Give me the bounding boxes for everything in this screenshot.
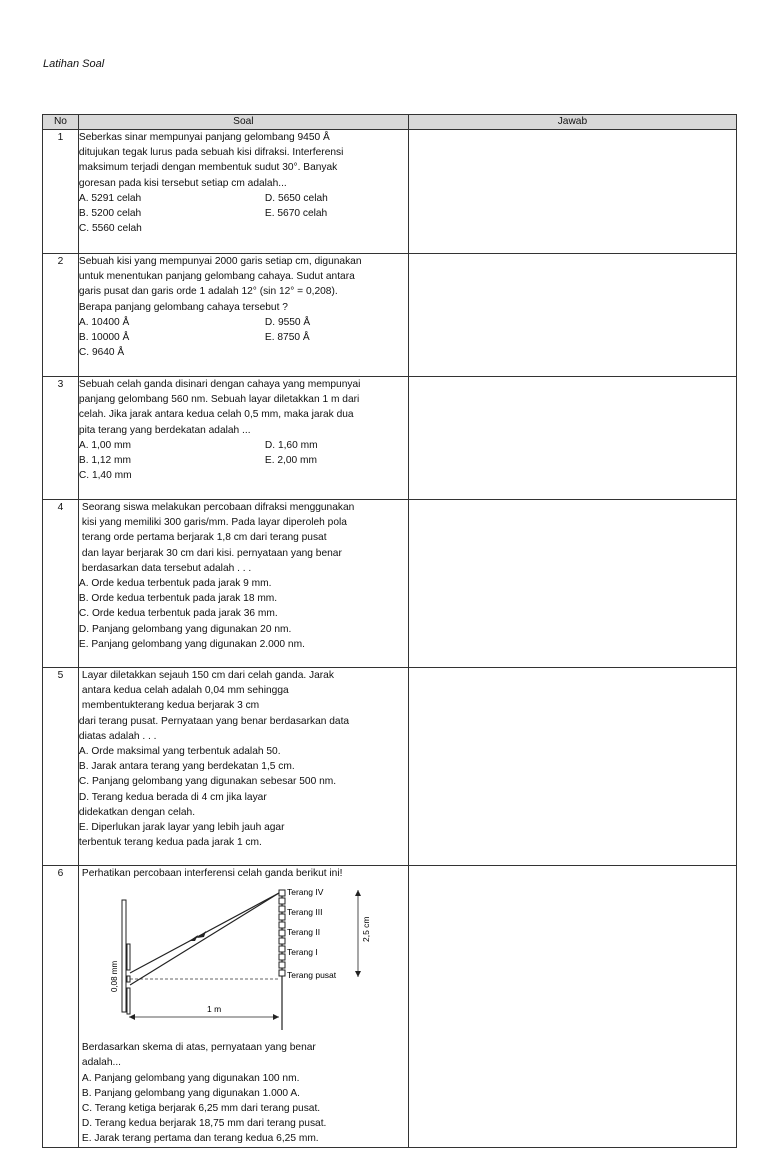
double-slit-diagram	[79, 882, 379, 1034]
option: didekatkan dengan celah.	[78, 806, 196, 818]
question-text: membentukterang kedua berjarak 3 cm	[81, 700, 260, 712]
question-text: Berdasarkan skema di atas, pernyataan yang benar	[81, 1042, 316, 1054]
option: terbentuk terang kedua pada jarak 1 cm.	[78, 837, 262, 849]
option: B. Orde kedua terbentuk pada jarak 18 mm.	[78, 593, 278, 605]
question-text: berdasarkan data tersebut adalah . . .	[81, 562, 252, 574]
option: B. Jarak antara terang yang berdekatan 1,5 cm.	[78, 761, 295, 773]
option: E. 8750 Å	[264, 332, 310, 344]
table-row	[43, 866, 737, 1148]
question-text: pita terang yang berdekatan adalah ...	[78, 424, 251, 436]
header-no: No	[43, 115, 79, 130]
question-text: kisi yang memiliki 300 garis/mm. Pada layar diperoleh pola	[81, 517, 347, 529]
question-text: Seorang siswa melakukan percobaan difraksi menggunakan	[81, 502, 355, 513]
option: C. Terang ketiga berjarak 6,25 mm dari terang pusat.	[81, 1103, 321, 1115]
header-soal: Soal	[78, 115, 408, 130]
answer-cell[interactable]	[408, 866, 736, 1148]
answer-cell[interactable]	[408, 668, 736, 866]
option: B. Panjang gelombang yang digunakan 1.000 A.	[81, 1087, 300, 1099]
question-text: terang orde pertama berjarak 1,8 cm dari terang pusat	[81, 532, 327, 544]
option: A. Orde kedua terbentuk pada jarak 9 mm.	[78, 578, 272, 590]
question-text: antara kedua celah adalah 0,04 mm sehingga	[81, 685, 289, 697]
question-cell	[78, 668, 408, 866]
question-text: maksimum terjadi dengan membentuk sudut 30°. Banyak	[78, 162, 338, 174]
option: E. Panjang gelombang yang digunakan 2.000 nm.	[78, 638, 305, 650]
fringe-label: Terang IV	[286, 887, 324, 898]
option: D. Terang kedua berjarak 18,75 mm dari terang pusat.	[81, 1118, 327, 1130]
question-text: dan layar berjarak 30 cm dari kisi. pernyataan yang benar	[81, 547, 342, 559]
option: A. 10400 Å	[78, 316, 130, 328]
option: C. 5560 celah	[78, 223, 142, 235]
answer-cell[interactable]	[408, 377, 736, 500]
option: E. 5670 celah	[264, 208, 328, 220]
slit-plate-bottom	[127, 988, 130, 1014]
fringe-label: Terang II	[286, 927, 320, 938]
question-text: panjang gelombang 560 nm. Sebuah layar diletakkan 1 m dari	[78, 394, 360, 406]
option: B. 5200 celah	[78, 208, 142, 220]
interference-figure	[79, 882, 379, 1034]
option: A. 1,00 mm	[78, 439, 132, 451]
dimension-label: 2,5 cm	[360, 916, 371, 943]
table-header-row	[43, 115, 737, 130]
question-text: dari terang pusat. Pernyataan yang benar berdasarkan data	[78, 715, 350, 727]
answer-cell[interactable]	[408, 500, 736, 668]
option: A. 5291 celah	[78, 192, 142, 204]
option: A. Orde maksimal yang terbentuk adalah 50.	[78, 746, 281, 758]
option: E. 2,00 mm	[264, 455, 318, 467]
option: C. Orde kedua terbentuk pada jarak 36 mm.	[78, 608, 278, 620]
question-text: Perhatikan percobaan interferensi celah ganda berikut ini!	[81, 868, 343, 879]
question-text: ditujukan tegak lurus pada sebuah kisi difraksi. Interferensi	[78, 147, 344, 159]
question-text: Sebuah kisi yang mempunyai 2000 garis setiap cm, digunakan	[78, 256, 362, 267]
ray-lower	[130, 893, 279, 985]
option: C. 9640 Å	[78, 347, 125, 359]
page-title: Latihan Soal	[43, 58, 105, 70]
option: B. 10000 Å	[78, 332, 130, 344]
option: D. Terang kedua berada di 4 cm jika layar	[78, 791, 267, 803]
option: E. Jarak terang pertama dan terang kedua 6,25 mm.	[81, 1133, 319, 1145]
option: C. Panjang gelombang yang digunakan sebesar 500 nm.	[78, 776, 337, 788]
question-table	[42, 114, 737, 1148]
question-text: Seberkas sinar mempunyai panjang gelombang 9450 Å	[78, 132, 330, 143]
question-number: 5	[43, 668, 79, 866]
slit-plate-mid	[127, 976, 130, 982]
question-cell	[78, 377, 408, 500]
fringe-label: Terang pusat	[286, 970, 337, 981]
question-number: 1	[43, 130, 79, 254]
question-text: untuk menentukan panjang gelombang cahaya. Sudut antara	[78, 271, 355, 283]
answer-cell[interactable]	[408, 130, 736, 254]
question-cell	[78, 866, 408, 1148]
option: A. Panjang gelombang yang digunakan 100 nm.	[81, 1072, 300, 1084]
option: D. 5650 celah	[264, 192, 328, 204]
question-text: garis pusat dan garis orde 1 adalah 12° (sin 12° = 0,208).	[78, 286, 338, 298]
barrier	[122, 900, 126, 1012]
question-number: 2	[43, 254, 79, 377]
question-text: goresan pada kisi tersebut setiap cm adalah...	[78, 177, 287, 189]
slit-plate-top	[127, 944, 130, 970]
question-text: Layar diletakkan sejauh 150 cm dari celah ganda. Jarak	[81, 670, 334, 681]
table-row	[43, 254, 737, 377]
question-text: adalah...	[81, 1057, 122, 1069]
table-row	[43, 668, 737, 866]
option: D. Panjang gelombang yang digunakan 20 nm.	[78, 623, 292, 635]
question-text: diatas adalah . . .	[78, 730, 157, 742]
question-text: Berapa panjang gelombang cahaya tersebut ?	[78, 301, 288, 313]
answer-cell[interactable]	[408, 254, 736, 377]
slit-distance-label: 0,08 mm	[109, 961, 119, 993]
question-number: 6	[43, 866, 79, 1148]
question-number: 4	[43, 500, 79, 668]
table-row	[43, 500, 737, 668]
dimension-label: 1 m	[206, 1004, 222, 1015]
option: C. 1,40 mm	[78, 470, 132, 482]
table-row	[43, 377, 737, 500]
question-cell	[78, 500, 408, 668]
option: E. Diperlukan jarak layar yang lebih jauh agar	[78, 822, 285, 834]
fringe-label: Terang I	[286, 947, 318, 958]
question-number: 3	[43, 377, 79, 500]
question-cell	[78, 254, 408, 377]
table-row	[43, 130, 737, 254]
fringe-label: Terang III	[286, 907, 323, 918]
fringe-markers	[279, 890, 285, 976]
question-cell	[78, 130, 408, 254]
option: B. 1,12 mm	[78, 455, 132, 467]
option: D. 9550 Å	[264, 316, 311, 328]
question-text: Sebuah celah ganda disinari dengan cahaya yang mempunyai	[78, 379, 361, 390]
option: D. 1,60 mm	[264, 439, 318, 451]
header-jawab: Jawab	[408, 115, 736, 130]
question-text: celah. Jika jarak antara kedua celah 0,5 mm, maka jarak dua	[78, 409, 354, 421]
